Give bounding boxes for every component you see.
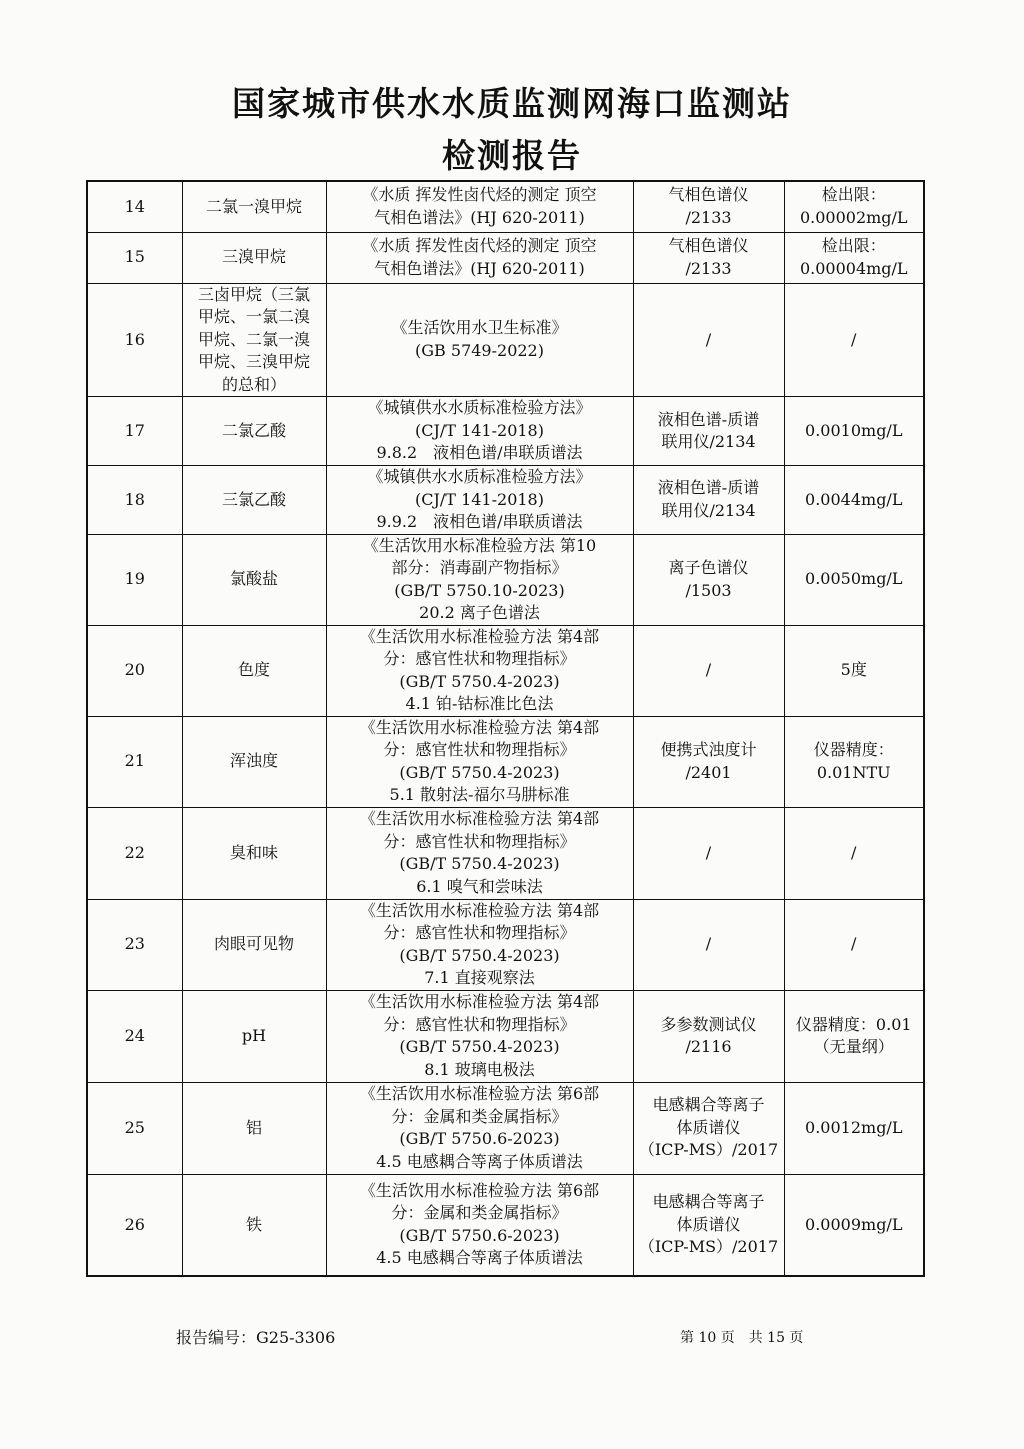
cell-method xyxy=(326,232,633,283)
cell-instrument-line: /1503 xyxy=(685,580,732,600)
cell-item xyxy=(182,807,326,899)
cell-instrument-line: 联用仪/2134 xyxy=(661,500,756,520)
cell-limit xyxy=(784,990,924,1082)
cell-method xyxy=(326,283,633,397)
cell-method xyxy=(326,466,633,535)
cell-limit-line: 5度 xyxy=(840,660,867,680)
cell-method-line: 分：感官性状和物理指标》 xyxy=(383,923,576,942)
cell-instrument-line: 液相色谱-质谱 xyxy=(657,409,760,429)
report-title: 国家城市供水水质监测网海口监测站 xyxy=(232,84,792,123)
cell-method-line: 气相色谱法》(HJ 620-2011) xyxy=(374,258,585,278)
cell-number: 17 xyxy=(87,397,182,466)
cell-limit xyxy=(784,1082,924,1174)
cell-limit-line: 0.0044mg/L xyxy=(805,489,903,509)
cell-item xyxy=(182,1082,326,1174)
cell-limit-line: / xyxy=(851,934,857,954)
cell-limit xyxy=(784,232,924,283)
cell-item-line: 甲烷、三溴甲烷 xyxy=(197,352,310,371)
cell-method-line: 4.5 电感耦合等离子体质谱法 xyxy=(376,1151,583,1171)
cell-item-line: 铁 xyxy=(245,1214,262,1234)
cell-limit-line: 0.00002mg/L xyxy=(799,207,908,227)
cell-instrument-line: / xyxy=(705,842,712,862)
cell-method-line: (GB/T 5750.10-2023) xyxy=(394,580,565,600)
cell-method xyxy=(326,1174,633,1276)
cell-instrument-line: / xyxy=(705,934,712,954)
cell-method-line: 《水质 挥发性卤代烃的测定 顶空 xyxy=(362,236,597,255)
table-row xyxy=(87,625,924,716)
cell-instrument xyxy=(633,990,784,1082)
cell-limit-line: 仪器精度：0.01 xyxy=(795,1014,912,1034)
cell-limit xyxy=(784,397,924,466)
cell-limit-line: 检出限： xyxy=(821,185,886,205)
cell-item-line: 三溴甲烷 xyxy=(221,247,286,267)
table-row xyxy=(87,534,924,625)
cell-limit xyxy=(784,283,924,397)
cell-method-line: (GB/T 5750.6-2023) xyxy=(399,1129,560,1148)
table-row xyxy=(87,716,924,807)
cell-limit xyxy=(784,716,924,807)
cell-method-line: 《生活饮用水标准检验方法 第10 xyxy=(362,535,597,555)
cell-limit-line: 0.0012mg/L xyxy=(805,1117,903,1137)
cell-limit xyxy=(784,899,924,990)
cell-method-line: 6.1 嗅气和尝味法 xyxy=(416,876,543,896)
cell-item-line: 浑浊度 xyxy=(229,751,278,771)
cell-item-line: 二氯一溴甲烷 xyxy=(205,196,302,216)
cell-limit xyxy=(784,1174,924,1276)
cell-number: 15 xyxy=(87,232,182,283)
cell-limit-line: / xyxy=(851,329,857,349)
cell-method-line: (GB/T 5750.4-2023) xyxy=(399,854,560,873)
cell-method-line: 7.1 直接观察法 xyxy=(424,968,535,987)
cell-method-line: 《生活饮用水标准检验方法 第4部 xyxy=(359,900,600,920)
cell-item-line: 臭和味 xyxy=(229,842,278,862)
cell-item-line: 三氯乙酸 xyxy=(221,489,286,509)
cell-method-line: 《城镇供水水质标准检验方法》 xyxy=(367,398,592,418)
cell-instrument xyxy=(633,807,784,899)
cell-number: 26 xyxy=(87,1174,182,1276)
cell-number: 21 xyxy=(87,716,182,807)
report-subtitle: 检测报告 xyxy=(442,136,582,175)
cell-instrument xyxy=(633,534,784,625)
cell-method-line: 分：感官性状和物理指标》 xyxy=(383,649,576,668)
table-row xyxy=(87,990,924,1082)
cell-instrument-line: 气相色谱仪 xyxy=(668,236,749,255)
cell-instrument xyxy=(633,397,784,466)
cell-item-line: 甲烷、一氯二溴 xyxy=(197,307,310,326)
cell-instrument-line: 多参数测试仪 xyxy=(660,1014,757,1034)
cell-item xyxy=(182,466,326,535)
cell-limit xyxy=(784,807,924,899)
cell-limit-line: 检出限： xyxy=(821,236,886,255)
cell-instrument-line: 电感耦合等离子 xyxy=(652,1095,765,1115)
cell-method-line: 《生活饮用水标准检验方法 第6部 xyxy=(359,1180,600,1200)
cell-instrument-line: /2116 xyxy=(685,1037,732,1056)
cell-number: 18 xyxy=(87,466,182,535)
cell-instrument-line: 气相色谱仪 xyxy=(668,185,749,205)
cell-method-line: 《生活饮用水标准检验方法 第6部 xyxy=(359,1084,600,1103)
cell-limit xyxy=(784,466,924,535)
cell-instrument-line: /2401 xyxy=(685,762,732,782)
table-row xyxy=(87,1082,924,1174)
cell-number: 22 xyxy=(87,807,182,899)
cell-method xyxy=(326,625,633,716)
cell-item xyxy=(182,716,326,807)
cell-instrument xyxy=(633,283,784,397)
cell-method-line: 分：金属和类金属指标》 xyxy=(391,1203,568,1223)
cell-item-line: 色度 xyxy=(237,660,270,680)
cell-instrument xyxy=(633,899,784,990)
cell-item xyxy=(182,534,326,625)
table-row xyxy=(87,397,924,466)
cell-method-line: 分：感官性状和物理指标》 xyxy=(383,1014,576,1034)
cell-method-line: (GB/T 5750.4-2023) xyxy=(399,762,560,782)
table-row xyxy=(87,1174,924,1276)
cell-instrument-line: （ICP-MS）/2017 xyxy=(638,1237,779,1256)
cell-item xyxy=(182,625,326,716)
cell-method-line: (GB/T 5750.4-2023) xyxy=(399,671,560,691)
cell-instrument-line: / xyxy=(705,660,712,680)
cell-number: 25 xyxy=(87,1082,182,1174)
cell-method xyxy=(326,1082,633,1174)
cell-limit xyxy=(784,534,924,625)
cell-item xyxy=(182,397,326,466)
cell-method-line: 5.1 散射法-福尔马肼标准 xyxy=(389,785,570,804)
cell-limit xyxy=(784,181,924,232)
cell-method-line: 4.5 电感耦合等离子体质谱法 xyxy=(376,1248,583,1268)
cell-instrument-line: 体质谱仪 xyxy=(676,1117,741,1137)
cell-method-line: 8.1 玻璃电极法 xyxy=(424,1059,535,1079)
cell-limit-line: 仪器精度： xyxy=(813,740,894,759)
cell-method-line: 《生活饮用水卫生标准》 xyxy=(391,318,568,338)
cell-method-line: (GB/T 5750.6-2023) xyxy=(399,1225,560,1245)
cell-method-line: 《生活饮用水标准检验方法 第4部 xyxy=(359,809,600,828)
cell-item xyxy=(182,990,326,1082)
cell-method-line: (CJ/T 141-2018) xyxy=(415,420,544,440)
cell-instrument xyxy=(633,625,784,716)
cell-method-line: 20.2 离子色谱法 xyxy=(419,603,540,622)
cell-instrument-line: 液相色谱-质谱 xyxy=(657,478,760,498)
cell-item-line: 三卤甲烷（三氯 xyxy=(197,284,310,304)
cell-method-line: (GB/T 5750.4-2023) xyxy=(399,1037,560,1056)
cell-method-line: 9.8.2 液相色谱/串联质谱法 xyxy=(376,443,583,463)
cell-method xyxy=(326,534,633,625)
cell-method-line: 9.9.2 液相色谱/串联质谱法 xyxy=(376,512,583,531)
cell-instrument-line: /2133 xyxy=(685,207,732,227)
cell-limit-line: 0.00004mg/L xyxy=(799,258,908,278)
cell-instrument xyxy=(633,716,784,807)
cell-method-line: (GB/T 5750.4-2023) xyxy=(399,945,560,965)
cell-item xyxy=(182,283,326,397)
report-number: 报告编号：G25-3306 xyxy=(176,1328,336,1347)
cell-instrument-line: /2133 xyxy=(685,258,732,278)
cell-method xyxy=(326,807,633,899)
cell-number: 16 xyxy=(87,283,182,397)
cell-limit-line: 0.0009mg/L xyxy=(805,1214,903,1234)
test-methods-table xyxy=(86,180,925,1277)
cell-method-line: (GB 5749-2022) xyxy=(415,340,544,360)
cell-number: 14 xyxy=(87,181,182,232)
cell-number: 23 xyxy=(87,899,182,990)
cell-limit-line: 0.01NTU xyxy=(816,762,891,782)
cell-instrument-line: （ICP-MS）/2017 xyxy=(638,1140,779,1160)
cell-item-line: 的总和） xyxy=(221,374,286,394)
table-row xyxy=(87,899,924,990)
cell-item xyxy=(182,181,326,232)
cell-method-line: 分：金属和类金属指标》 xyxy=(391,1106,568,1126)
cell-method-line: 《水质 挥发性卤代烃的测定 顶空 xyxy=(362,185,597,205)
cell-method-line: 分：感官性状和物理指标》 xyxy=(383,740,576,759)
cell-instrument xyxy=(633,181,784,232)
page-number: 第 10 页 共 15 页 xyxy=(680,1330,804,1346)
cell-limit-line: 0.0010mg/L xyxy=(805,420,903,440)
cell-method-line: 4.1 铂-钴标准比色法 xyxy=(405,694,554,713)
cell-instrument-line: 离子色谱仪 xyxy=(668,558,749,577)
cell-instrument-line: 联用仪/2134 xyxy=(661,432,756,451)
cell-limit-line: （无量纲） xyxy=(813,1037,894,1056)
cell-limit-line: / xyxy=(851,842,857,862)
cell-instrument-line: 便携式浊度计 xyxy=(660,740,757,759)
cell-method-line: (CJ/T 141-2018) xyxy=(415,489,544,509)
cell-instrument xyxy=(633,1174,784,1276)
table-row xyxy=(87,466,924,535)
cell-instrument xyxy=(633,232,784,283)
cell-item-line: 氯酸盐 xyxy=(229,569,278,589)
cell-item-line: pH xyxy=(241,1025,267,1045)
cell-item xyxy=(182,899,326,990)
cell-method-line: 气相色谱法》(HJ 620-2011) xyxy=(374,207,585,227)
cell-instrument xyxy=(633,466,784,535)
cell-instrument-line: 电感耦合等离子 xyxy=(652,1192,765,1211)
cell-item xyxy=(182,232,326,283)
cell-instrument-line: / xyxy=(705,329,712,349)
cell-item-line: 铝 xyxy=(245,1117,262,1137)
cell-item-line: 二氯乙酸 xyxy=(221,420,286,440)
table-row xyxy=(87,181,924,232)
cell-method xyxy=(326,716,633,807)
cell-method xyxy=(326,181,633,232)
cell-instrument xyxy=(633,1082,784,1174)
cell-number: 20 xyxy=(87,625,182,716)
cell-method xyxy=(326,397,633,466)
cell-number: 19 xyxy=(87,534,182,625)
cell-item xyxy=(182,1174,326,1276)
cell-method xyxy=(326,899,633,990)
table-row xyxy=(87,283,924,397)
cell-method-line: 部分：消毒副产物指标》 xyxy=(391,558,568,577)
cell-limit-line: 0.0050mg/L xyxy=(805,569,903,589)
table-row xyxy=(87,232,924,283)
cell-method xyxy=(326,990,633,1082)
cell-method-line: 《城镇供水水质标准检验方法》 xyxy=(367,467,592,486)
cell-method-line: 分：感官性状和物理指标》 xyxy=(383,831,576,851)
cell-number: 24 xyxy=(87,990,182,1082)
cell-instrument-line: 体质谱仪 xyxy=(676,1214,741,1234)
cell-limit xyxy=(784,625,924,716)
table-row xyxy=(87,807,924,899)
cell-method-line: 《生活饮用水标准检验方法 第4部 xyxy=(359,626,600,646)
cell-item-line: 肉眼可见物 xyxy=(213,934,294,954)
cell-method-line: 《生活饮用水标准检验方法 第4部 xyxy=(359,717,600,737)
cell-method-line: 《生活饮用水标准检验方法 第4部 xyxy=(359,992,600,1011)
cell-item-line: 甲烷、二氯一溴 xyxy=(197,329,310,349)
